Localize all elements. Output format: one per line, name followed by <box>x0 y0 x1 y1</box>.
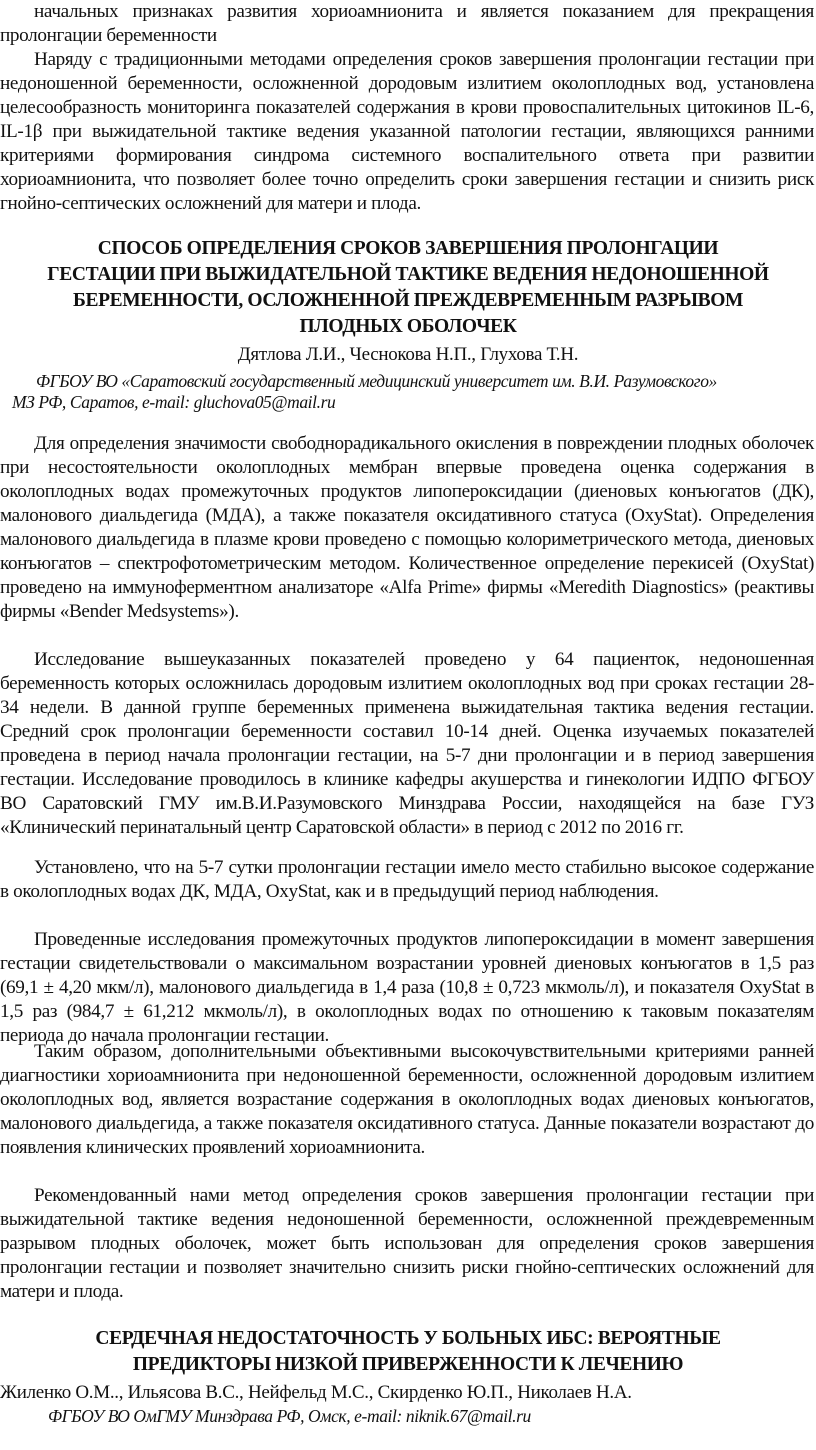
article-2-title-line-2: ПРЕДИКТОРЫ НИЗКОЙ ПРИВЕРЖЕННОСТИ К ЛЕЧЕНИЮ <box>132 1354 684 1375</box>
article-1-affiliation-line-2: МЗ РФ, Саратов, e-mail: gluchova05@mail.ru <box>12 392 336 412</box>
article-2-title <box>0 1326 816 1378</box>
article-1-title <box>0 236 816 340</box>
continuation-line-2: прекращения пролонгации беременности <box>0 1 814 46</box>
article-1-paragraph-1: Для определения значимости свободнорадикального окисления в повреждении плодных оболочек при несостоятельности околоплодных мембран впервые проведена оценка содержания в околоплодных водах промежуточных продуктов липопероксидации (диеновых конъюгатов (ДК), малонового диальдегида (МДА), а также показателя оксидативного статуса (OxyStat). Определения малонового диальдегида в плазме крови проведено с помощью колориметрического метода, диеновых конъюгатов – спектрофотометрическим методом. Количественное определение перекисей (OxyStat) проведено на иммуноферментном анализаторе «Alfa Prime» фирмы «Meredith Diagnostics» (реактивы фирмы «Bender Medsystems»). <box>0 433 814 622</box>
article-1-paragraph-2: Исследование вышеуказанных показателей проведено у 64 пациенток, недоношенная беременность которых осложнилась дородовым излитием околоплодных вод при сроках гестации 28-34 недели. В данной группе беременных применена выжидательная тактика ведения гестации. Средний срок пролонгации беременности составил 10-14 дней. Оценка изучаемых показателей проведена в период начала пролонгации гестации, на 5-7 дни пролонгации и в период завершения гестации. Исследование проводилось в клинике кафедры акушерства и гинекологии ИДПО ФГБОУ ВО Саратовский ГМУ им.В.И.Разумовского Минздрава России, находящейся на базе ГУЗ «Клинический перинатальный центр Саратовской области» в период с 2012 по 2016 гг. <box>0 649 814 838</box>
article-2-authors: Жиленко О.М.., Ильясова В.С., Нейфельд М.С., Скирденко Ю.П., Николаев Н.А. <box>0 1382 632 1403</box>
article-1-paragraph-6: Рекомендованный нами метод определения сроков завершения пролонгации гестации при выжидательной тактике ведения недоношенной беременности, осложненной преждевременным разрывом плодных оболочек, может быть использован для определения сроков завершения пролонгации гестации и позволяет значительно снизить риски гнойно-септических осложнений для матери и плода. <box>0 1185 814 1302</box>
article-1-title-line-4: ПЛОДНЫХ ОБОЛОЧЕК <box>299 316 517 337</box>
intro-paragraph: Наряду с традиционными методами определения сроков завершения пролонгации гестации при недоношенной беременности, осложненной дородовым излитием околоплодных вод, установлена целесообразность мониторинга показателей содержания в крови провоспалительных цитокинов IL-6, IL-1β при выжидательной тактике ведения указанной патологии гестации, являющихся ранними критериями формирования синдрома системного воспалительного ответа при развитии хориоамнионита, что позволяет более точно определить сроки завершения гестации и снизить риск гнойно-септических осложнений для матери и плода. <box>0 49 814 214</box>
article-1-title-line-1: СПОСОБ ОПРЕДЕЛЕНИЯ СРОКОВ ЗАВЕРШЕНИЯ ПРОЛОНГАЦИИ <box>97 238 719 259</box>
article-1-affiliation-line-1: ФГБОУ ВО «Саратовский государственный медицинский университет им. В.И. Разумовского» <box>36 371 717 391</box>
continuation-line-1: начальных признаках развития хориоамнионита и является показанием для <box>34 1 696 22</box>
article-1-title-line-3: БЕРЕМЕННОСТИ, ОСЛОЖНЕННОЙ ПРЕЖДЕВРЕМЕННЫМ РАЗРЫВОМ <box>72 290 744 311</box>
article-1-paragraph-3: Установлено, что на 5-7 сутки пролонгации гестации имело место стабильно высокое содержание в околоплодных водах ДК, МДА, OxyStat, как и в предыдущий период наблюдения. <box>0 857 814 902</box>
article-1-authors: Дятлова Л.И., Чеснокова Н.П., Глухова Т.Н. <box>237 344 579 365</box>
continuation-paragraph <box>0 0 814 48</box>
article-1-title-line-2: ГЕСТАЦИИ ПРИ ВЫЖИДАТЕЛЬНОЙ ТАКТИКЕ ВЕДЕНИЯ НЕДОНОШЕННОЙ <box>47 264 769 285</box>
article-2-title-line-1: СЕРДЕЧНАЯ НЕДОСТАТОЧНОСТЬ У БОЛЬНЫХ ИБС: ВЕРОЯТНЫЕ <box>95 1328 721 1349</box>
article-1-paragraph-4: Проведенные исследования промежуточных продуктов липопероксидации в момент завершения гестации свидетельствовали о максимальном возрастании уровней диеновых конъюгатов в 1,5 раз (69,1 ± 4,20 мкм/л), малонового диальдегида в 1,4 раза (10,8 ± 0,723 мкмоль/л), и показателя OxyStat в 1,5 раз (984,7 ± 61,212 мкмоль/л), в околоплодных водах по отношению к таковым показателям периода до начала пролонгации гестации. <box>0 929 814 1046</box>
article-1-paragraph-5: Таким образом, дополнительными объективными высокочувствительными критериями ранней диагностики хориоамнионита при недоношенной беременности, осложненной дородовым излитием околоплодных вод, является возрастание содержания в околоплодных водах диеновых конъюгатов, малонового диальдегида, а также показателя оксидативного статуса. Данные показатели возрастают до появления клинических проявлений хориоамнионита. <box>0 1041 814 1158</box>
article-2-affiliation: ФГБОУ ВО ОмГМУ Минздрава РФ, Омск, e-mail: niknik.67@mail.ru <box>48 1406 531 1426</box>
